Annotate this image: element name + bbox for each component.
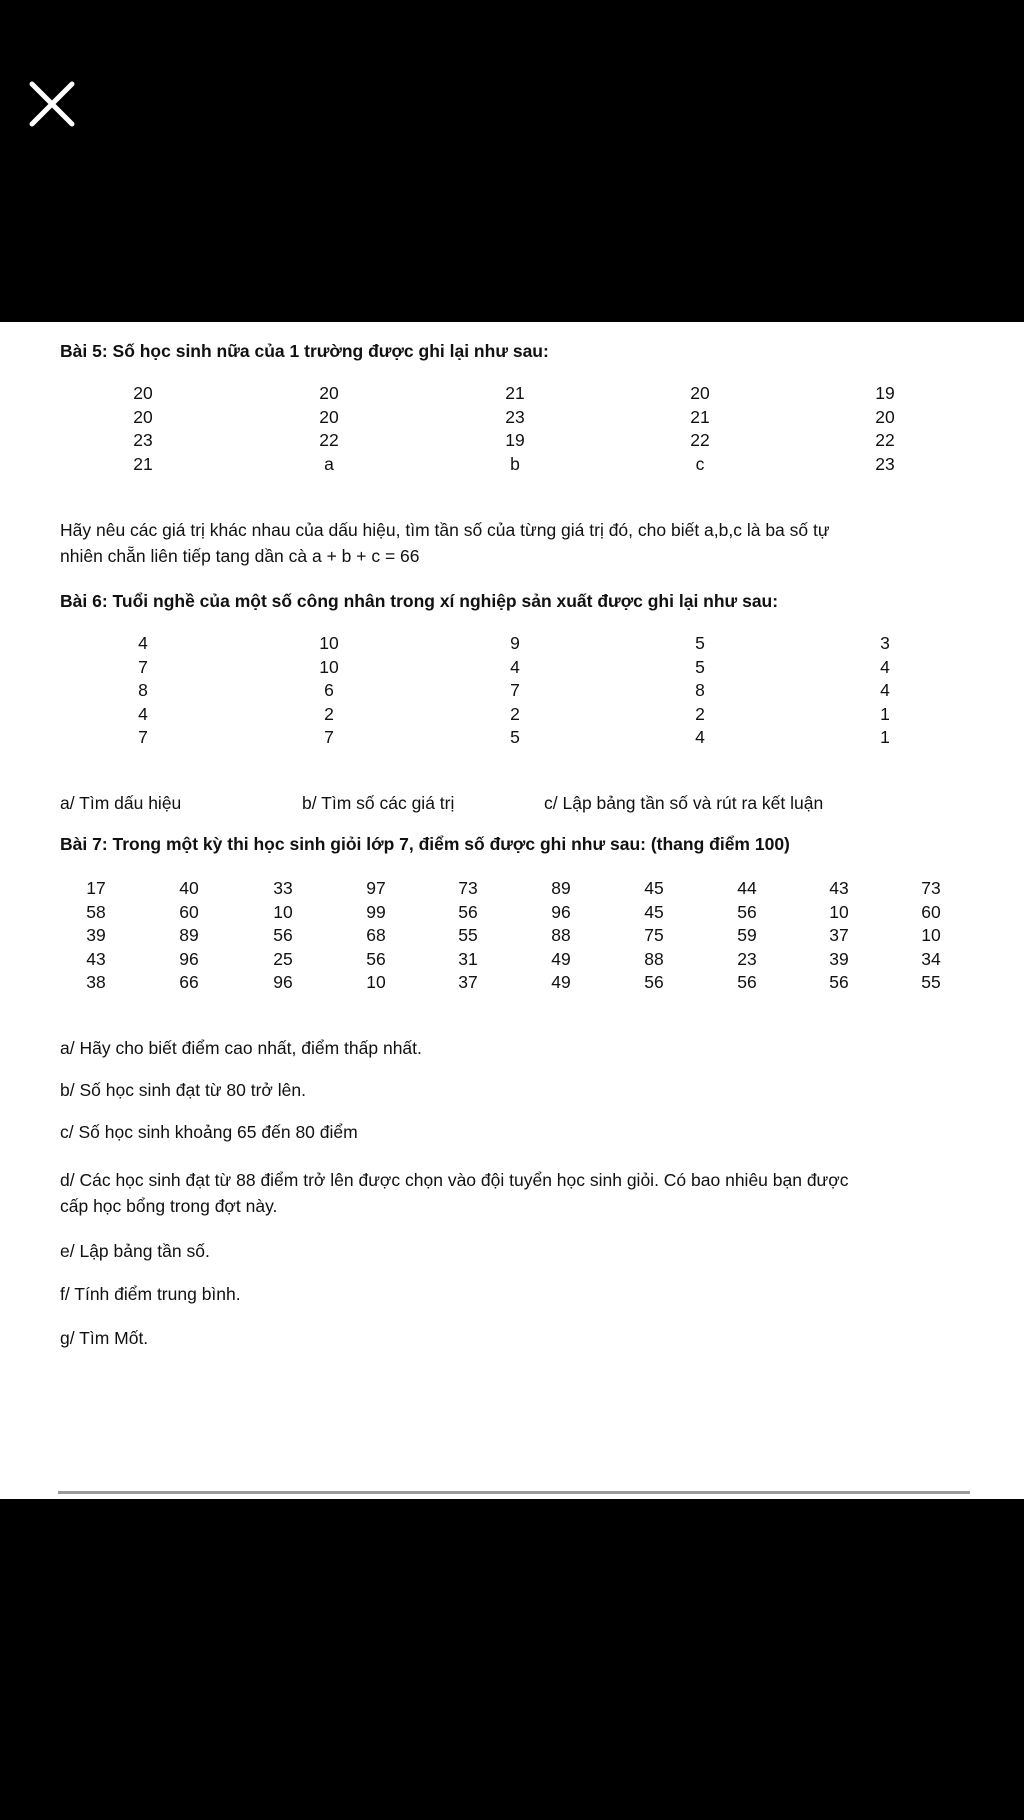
bai7-cell: 44: [737, 878, 757, 898]
bai7-cell: 10: [273, 901, 293, 922]
bai7-cell: 45: [644, 878, 664, 898]
bai7-question-a: a/ Hãy cho biết điểm cao nhất, điểm thấp nhất.: [60, 1038, 422, 1058]
bai7-cell: 49: [551, 972, 571, 992]
bai5-cell: 20: [690, 383, 710, 403]
bai5-table: [0, 382, 1024, 482]
bai5-title: Bài 5: Số học sinh nữa của 1 trường được ghi lại như sau:: [60, 341, 549, 361]
bai6-cell: 8: [695, 680, 705, 700]
bai5-cell: 23: [133, 430, 153, 450]
bai6-cell: 8: [138, 680, 148, 700]
bai7-cell: 37: [458, 972, 478, 992]
bai7-cell: 38: [86, 972, 106, 992]
bai5-cell: 20: [319, 406, 339, 427]
bai6-cell: 5: [695, 633, 705, 653]
bai6-cell: 10: [319, 656, 339, 677]
bai5-cell: b: [510, 453, 520, 474]
bai6-cell: 4: [695, 727, 705, 747]
bai7-cell: 39: [829, 948, 849, 969]
bai6-cell: 3: [880, 633, 890, 653]
bai5-cell: 20: [875, 406, 895, 427]
bai5-cell: 23: [505, 406, 525, 427]
bai7-cell: 33: [273, 878, 293, 898]
bai6-cell: 9: [510, 633, 520, 653]
bai7-cell: 43: [829, 878, 849, 898]
bai7-cell: 66: [179, 972, 199, 992]
bai6-cell: 10: [319, 633, 339, 653]
bai5-question-line2: nhiên chẵn liên tiếp tang dần cà a + b + c = 66: [60, 546, 420, 566]
bai5-cell: 20: [133, 406, 153, 427]
bai6-cell: 6: [324, 680, 334, 700]
bai7-cell: 45: [644, 901, 664, 922]
bai6-question-c: c/ Lập bảng tần số và rút ra kết luận: [544, 793, 824, 813]
bai7-cell: 10: [921, 925, 941, 945]
bai7-cell: 10: [366, 972, 386, 992]
bai7-cell: 96: [273, 972, 293, 992]
bai5-cell: 23: [875, 453, 895, 474]
bai5-cell: 22: [690, 430, 710, 450]
bai7-cell: 58: [86, 901, 106, 922]
bai5-cell: 19: [505, 430, 525, 450]
bai5-question-line1: Hãy nêu các giá trị khác nhau của dấu hiệu, tìm tần số của từng giá trị đó, cho biết a,b,c là ba số tự: [60, 520, 830, 540]
close-icon: [26, 78, 78, 130]
divider: [58, 1491, 970, 1494]
bai6-cell: 2: [324, 703, 334, 724]
bai7-cell: 88: [551, 925, 571, 945]
bai7-question-e: e/ Lập bảng tần số.: [60, 1241, 210, 1261]
bai7-question-d-line1: d/ Các học sinh đạt từ 88 điểm trở lên được chọn vào đội tuyển học sinh giỏi. Có bao nhiêu bạn được: [60, 1170, 849, 1190]
bai7-cell: 89: [179, 925, 199, 945]
bai6-table: [0, 632, 1024, 752]
document-page: [0, 322, 1024, 1499]
bai6-cell: 4: [138, 703, 148, 724]
bai7-cell: 56: [366, 948, 386, 969]
bai6-cell: 7: [510, 680, 520, 700]
bai6-cell: 7: [138, 727, 148, 747]
bai7-cell: 96: [551, 901, 571, 922]
bai5-cell: 20: [319, 383, 339, 403]
bai7-cell: 73: [458, 878, 478, 898]
bai7-question-d-line2: cấp học bổng trong đợt này.: [60, 1196, 278, 1216]
bai6-question-a: a/ Tìm dấu hiệu: [60, 793, 182, 813]
close-button[interactable]: [26, 78, 78, 130]
bai7-cell: 17: [86, 878, 106, 898]
bai6-cell: 4: [510, 656, 520, 677]
bai7-cell: 68: [366, 925, 386, 945]
bai7-cell: 43: [86, 948, 106, 969]
bai6-cell: 5: [695, 656, 705, 677]
bai7-cell: 59: [737, 925, 757, 945]
bai7-cell: 56: [737, 972, 757, 992]
bai6-cell: 2: [510, 703, 520, 724]
bai7-cell: 89: [551, 878, 571, 898]
bai7-cell: 56: [644, 972, 664, 992]
bai7-cell: 39: [86, 925, 106, 945]
bai7-cell: 25: [273, 948, 293, 969]
bai7-cell: 60: [921, 901, 941, 922]
bai5-cell: 20: [133, 383, 153, 403]
bai7-cell: 73: [921, 878, 941, 898]
bai7-cell: 55: [458, 925, 478, 945]
bai7-cell: 55: [921, 972, 941, 992]
bai7-cell: 99: [366, 901, 386, 922]
bai7-cell: 97: [366, 878, 386, 898]
bai7-cell: 88: [644, 948, 664, 969]
bai5-cell: 21: [505, 383, 525, 403]
bai7-question-g: g/ Tìm Mốt.: [60, 1328, 149, 1348]
bai7-question-c: c/ Số học sinh khoảng 65 đến 80 điểm: [60, 1122, 358, 1142]
bai5-cell: 19: [875, 383, 895, 403]
bai7-cell: 49: [551, 948, 571, 969]
bai6-cell: 4: [880, 680, 890, 700]
bai7-cell: 56: [458, 901, 478, 922]
bai5-cell: 22: [319, 430, 339, 450]
bai7-cell: 96: [179, 948, 199, 969]
bai7-cell: 60: [179, 901, 199, 922]
bai7-cell: 56: [737, 901, 757, 922]
bai6-question-b: b/ Tìm số các giá trị: [302, 793, 455, 813]
bai6-cell: 7: [324, 727, 334, 747]
bai6-cell: 5: [510, 727, 520, 747]
bai7-cell: 10: [829, 901, 849, 922]
bai6-title: Bài 6: Tuổi nghề của một số công nhân trong xí nghiệp sản xuất được ghi lại như sau:: [60, 591, 779, 611]
bai5-cell: 21: [133, 453, 153, 474]
bai7-table: [0, 877, 1024, 997]
bai6-cell: 1: [880, 727, 890, 747]
bai7-cell: 37: [829, 925, 849, 945]
bai6-cell: 4: [138, 633, 148, 653]
bai6-cell: 1: [880, 703, 890, 724]
bai7-cell: 23: [737, 948, 757, 969]
bai5-cell: 21: [690, 406, 710, 427]
bai5-cell: c: [695, 453, 705, 474]
bai6-cell: 2: [695, 703, 705, 724]
bai6-cell: 7: [138, 656, 148, 677]
bai6-cell: 4: [880, 656, 890, 677]
bai7-cell: 40: [179, 878, 199, 898]
bai5-cell: a: [324, 453, 334, 474]
bai7-cell: 34: [921, 948, 941, 969]
bai5-cell: 22: [875, 430, 895, 450]
bai7-title: Bài 7: Trong một kỳ thi học sinh giỏi lớp 7, điểm số được ghi như sau: (thang điểm 100): [60, 834, 790, 854]
bai7-cell: 75: [644, 925, 664, 945]
bai7-cell: 31: [458, 948, 478, 969]
bai7-cell: 56: [273, 925, 293, 945]
bai7-question-f: f/ Tính điểm trung bình.: [60, 1284, 241, 1304]
bai7-question-b: b/ Số học sinh đạt từ 80 trở lên.: [60, 1080, 306, 1100]
bai7-cell: 56: [829, 972, 849, 992]
